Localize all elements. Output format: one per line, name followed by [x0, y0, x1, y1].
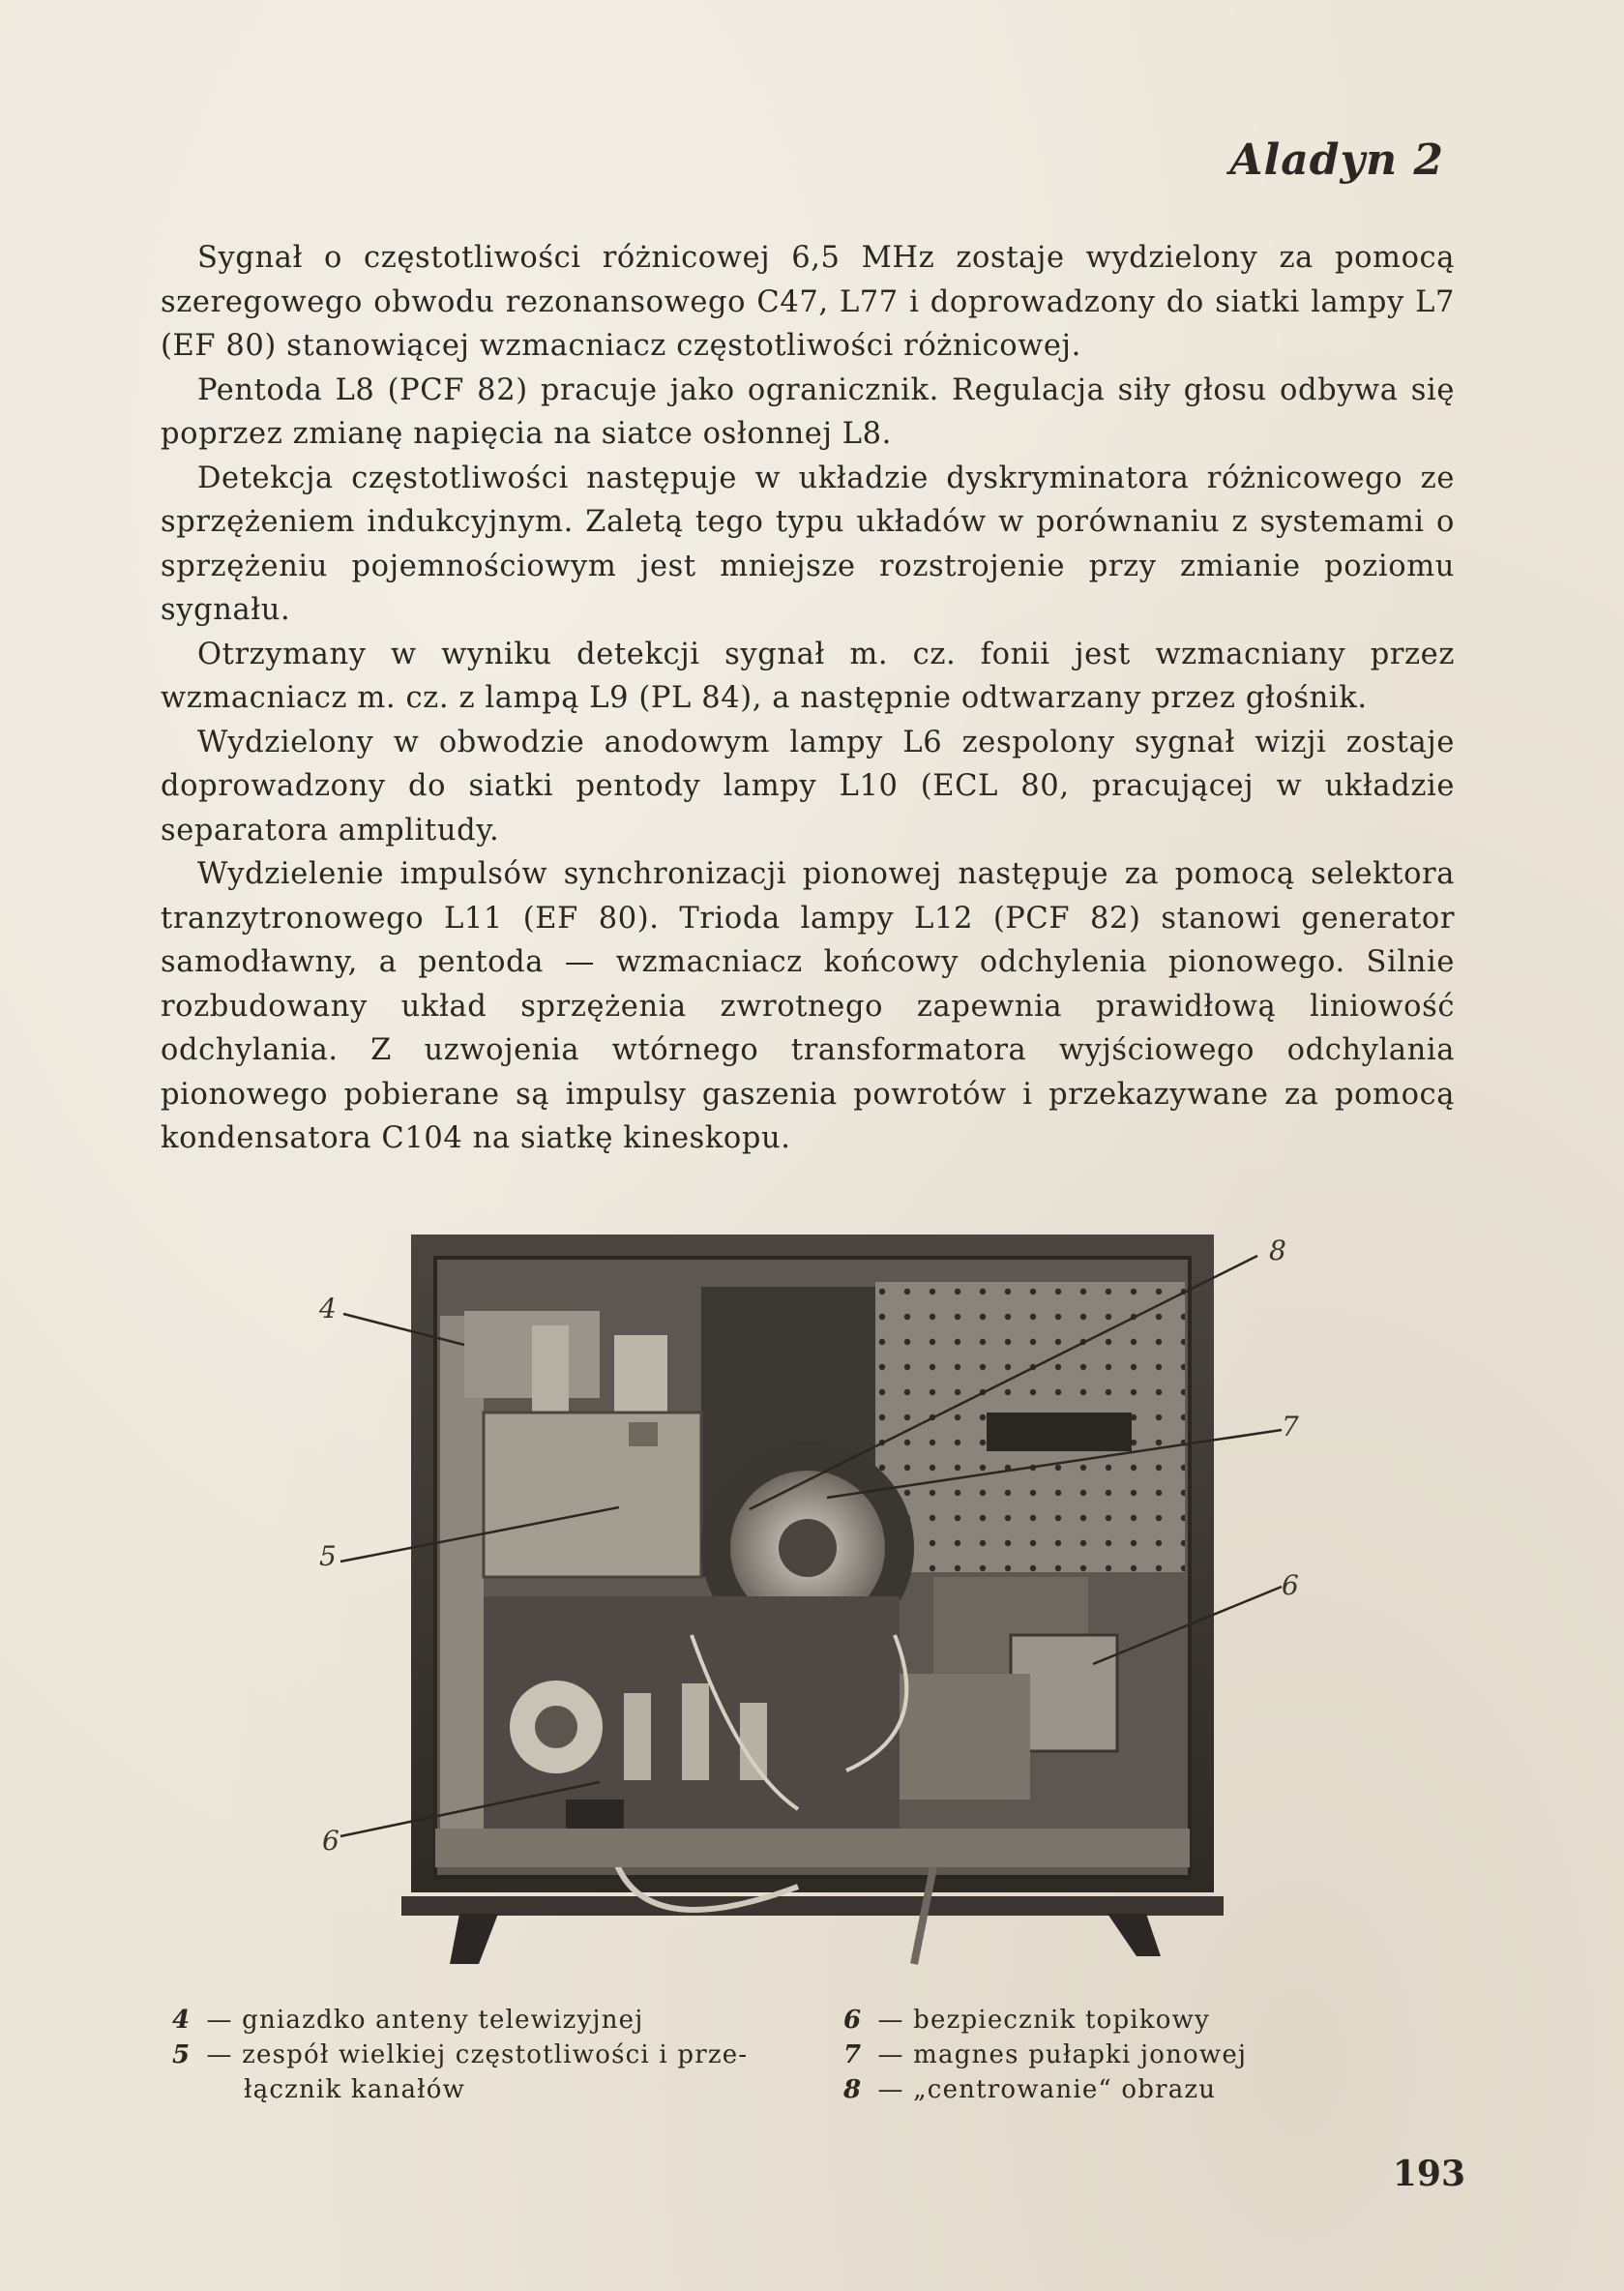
caption-item-8 — [843, 2072, 1247, 2107]
caption-text: — zespół wielkiej częstotliwości i prze- — [206, 2040, 749, 2069]
caption-item-5 — [172, 2038, 748, 2072]
caption-right — [843, 2003, 1247, 2107]
caption-left — [172, 2003, 748, 2107]
page-header: Aladyn 2 — [1229, 135, 1444, 185]
body-text — [161, 236, 1455, 1161]
paragraph-1: Sygnał o częstotliwości różnicowej 6,5 MHz zostaje wydzielony za pomocą szeregowego obwodu rezonansowego C47, L77 i doprowadzony do siatki lampy L7 (EF 80) stanowiącej wzmacniacz częstotliwości różnicowej. — [161, 241, 1455, 363]
caption-item-6 — [843, 2003, 1247, 2038]
caption-text: — gniazdko anteny telewizyjnej — [206, 2006, 644, 2035]
caption-num: 7 — [843, 2040, 863, 2069]
caption-num: 6 — [843, 2006, 863, 2035]
chassis-illustration — [392, 1229, 1233, 1969]
caption-num: 8 — [843, 2075, 863, 2104]
paragraph-5: Wydzielony w obwodzie anodowym lampy L6 zespolony sygnał wizji zostaje doprowadzony do siatki pentody lampy L10 (ECL 80, pracującej w układzie separatora amplitudy. — [161, 725, 1455, 848]
caption-item-5-cont — [172, 2072, 748, 2107]
caption-num: 5 — [172, 2040, 192, 2069]
caption-num: 4 — [172, 2006, 192, 2035]
callout-5: 5 — [319, 1540, 337, 1572]
paragraph-6: Wydzielenie impulsów synchronizacji pionowej następuje za pomocą selektora tranzytronowego L11 (EF 80). Trioda lampy L12 (PCF 82) stanowi generator samodławny, a pentoda — wzmacniacz końcowy odchylenia pionowego. Silnie rozbudowany układ sprzężenia zwrotnego zapewnia prawidłową liniowość odchylania. Z uzwojenia wtórnego transformatora wyjściowego odchylania pionowego pobierane są impulsy gaszenia powrotów i przekazywane za pomocą kondensatora C104 na siatkę kineskopu. — [161, 857, 1455, 1155]
caption-item-4 — [172, 2003, 748, 2038]
tv-chassis-photo — [392, 1229, 1233, 1969]
paragraph-3: Detekcja częstotliwości następuje w układzie dyskryminatora różnicowego ze sprzężeniem indukcyjnym. Zaletą tego typu układów w porównaniu z systemami o sprzężeniu pojemnościowym jest mniejsze rozstrojenie przy zmianie poziomu sygnału. — [161, 461, 1455, 627]
paragraph-2: Pentoda L8 (PCF 82) pracuje jako ogranicznik. Regulacja siły głosu odbywa się poprzez zmianę napięcia na siatce osłonnej L8. — [161, 372, 1455, 451]
page-number: 193 — [1392, 2154, 1465, 2194]
caption-item-7 — [843, 2038, 1247, 2072]
callout-6-right: 6 — [1282, 1569, 1299, 1601]
caption-text: — magnes pułapki jonowej — [877, 2040, 1248, 2069]
callout-6-left: 6 — [322, 1825, 340, 1857]
paragraph-4: Otrzymany w wyniku detekcji sygnał m. cz. fonii jest wzmacniany przez wzmacniacz m. cz. z lampą L9 (PL 84), a następnie odtwarzany przez głośnik. — [161, 637, 1455, 715]
callout-7: 7 — [1282, 1411, 1299, 1443]
caption-text: — „centrowanie“ obrazu — [877, 2075, 1217, 2104]
caption-text: łącznik kanałów — [244, 2075, 466, 2104]
callout-8: 8 — [1269, 1235, 1286, 1266]
caption-text: — bezpiecznik topikowy — [877, 2006, 1210, 2035]
callout-4: 4 — [319, 1293, 337, 1324]
